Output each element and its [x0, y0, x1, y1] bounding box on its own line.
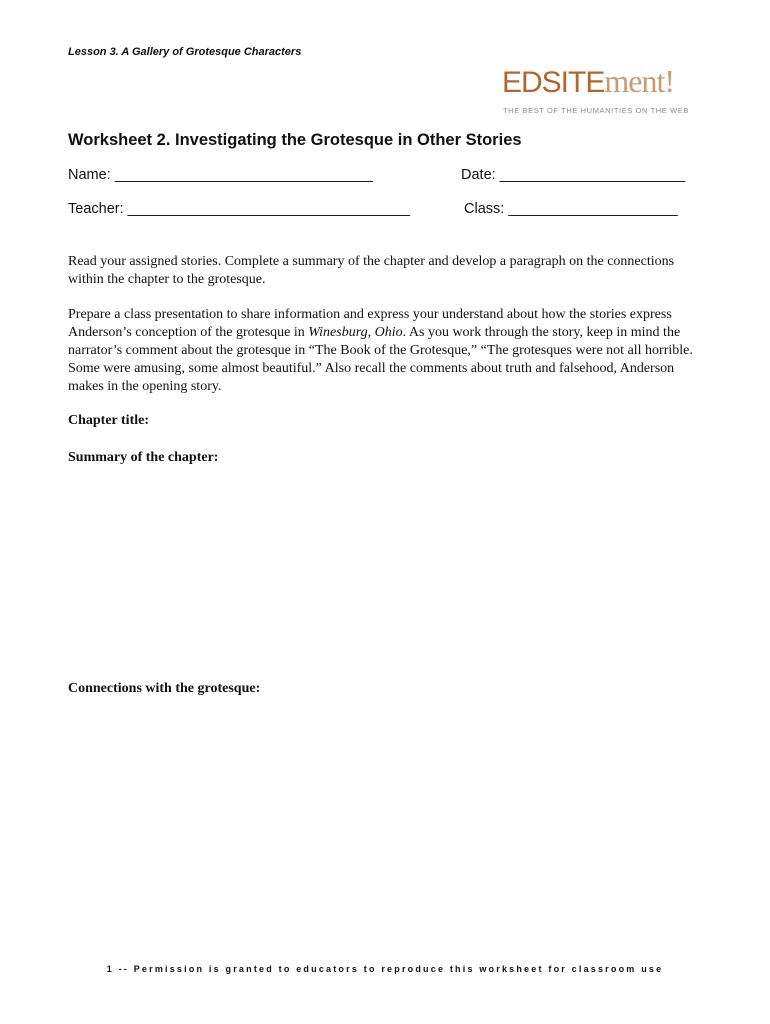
- worksheet-title: Worksheet 2. Investigating the Grotesque in Other Stories: [68, 131, 522, 149]
- connections-label: Connections with the grotesque:: [68, 681, 261, 696]
- name-field: Name: ________________________________: [68, 167, 373, 183]
- p2-text-after: . As you work through the story, keep in mind the narrator’s comment about the grotesque in “The Book of the Grotesque,” “The grotesques were not all horrible. Some were amusing, some almost beautiful.” Also recall the comments about truth and falsehood, Anderson makes in the opening story.: [68, 325, 693, 394]
- instructions-paragraph-2: [68, 306, 708, 396]
- logo-word-part2: ment!: [604, 63, 674, 99]
- date-field: Date: _______________________: [461, 167, 686, 183]
- summary-label: Summary of the chapter:: [68, 450, 219, 465]
- logo-tagline: THE BEST OF THE HUMANITIES ON THE WEB: [503, 106, 689, 115]
- teacher-field: Teacher: ___________________________________: [68, 201, 410, 217]
- p2-book-title: Winesburg, Ohio: [308, 325, 403, 340]
- page-footer: 1 -- Permission is granted to educators to reproduce this worksheet for classroom use: [106, 964, 664, 974]
- instructions-paragraph-1: Read your assigned stories. Complete a summary of the chapter and develop a paragraph on the connections within the chapter to the grotesque.: [68, 254, 675, 287]
- chapter-title-label: Chapter title:: [68, 413, 149, 428]
- class-field: Class: _____________________: [464, 201, 678, 217]
- p2-text-before: Prepare a class presentation to share information and express your understand about how the stories express Anderson’s conception of the grotesque in: [68, 307, 672, 340]
- logo-wordmark: [502, 64, 674, 100]
- edsitement-logo: [502, 64, 706, 120]
- logo-word-part1: EDSITE: [502, 66, 605, 99]
- lesson-header: Lesson 3. A Gallery of Grotesque Characters: [68, 46, 302, 58]
